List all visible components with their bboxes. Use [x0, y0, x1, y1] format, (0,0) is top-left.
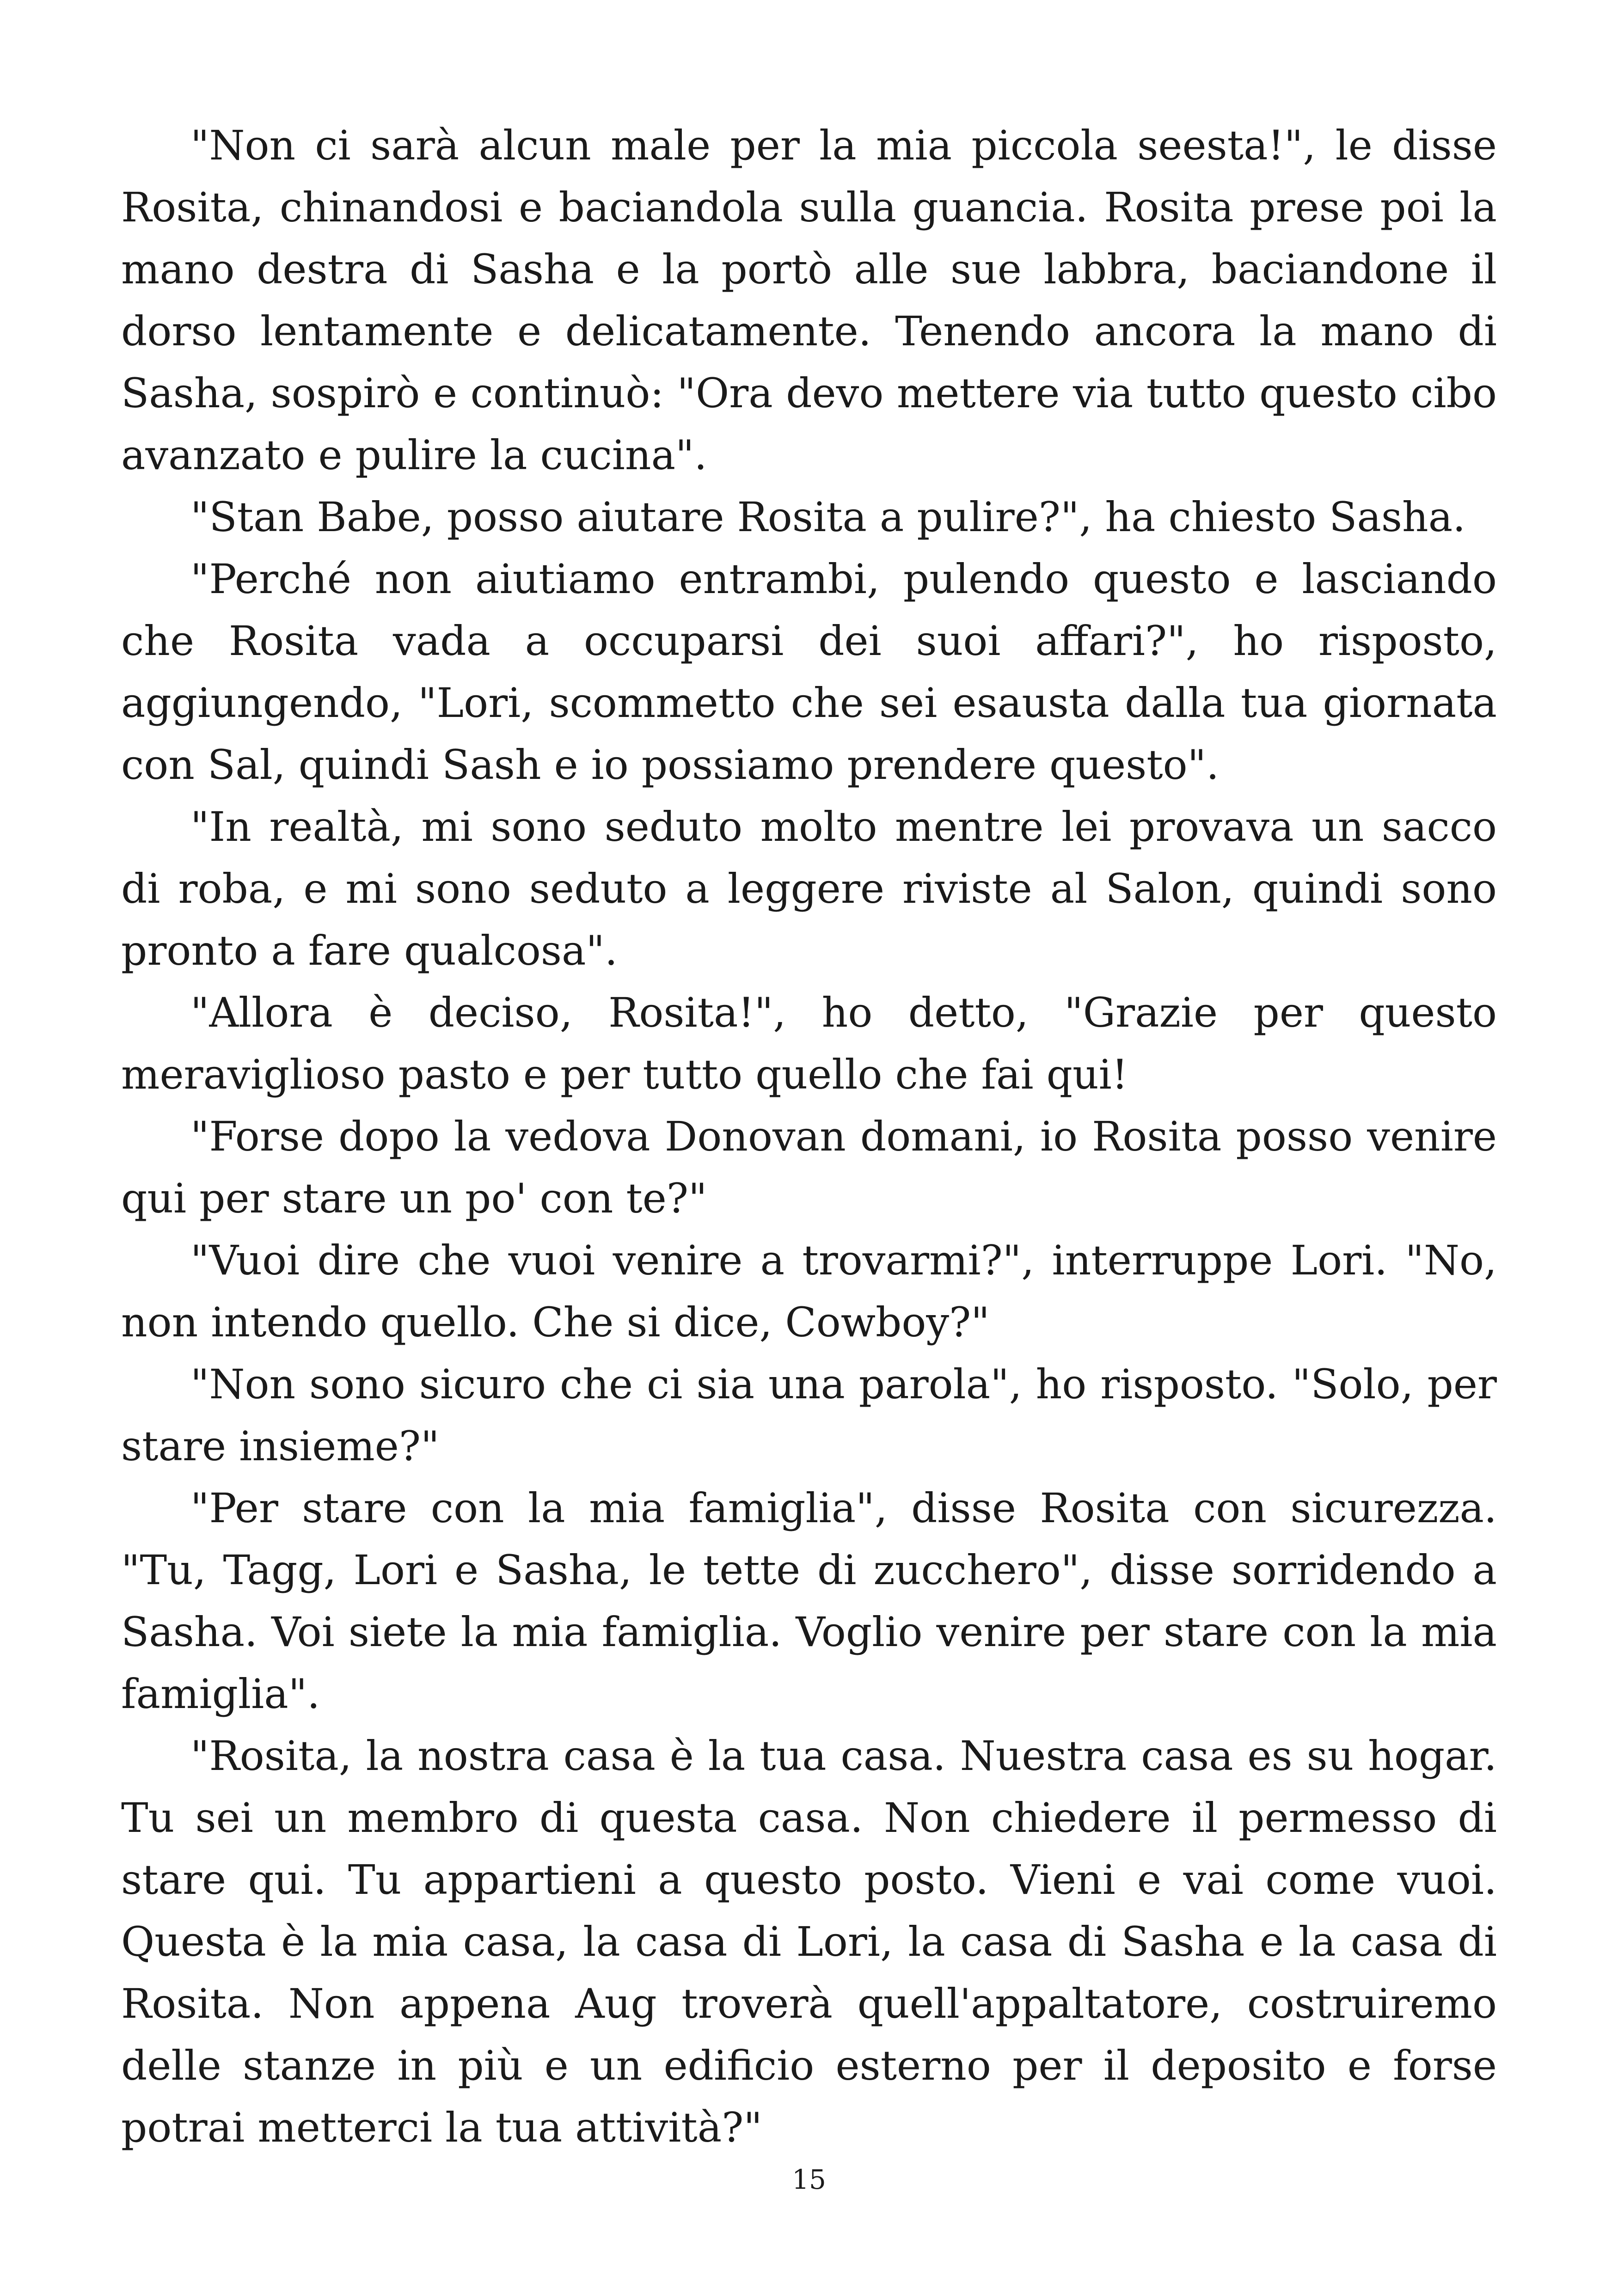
paragraph: "Per stare con la mia famiglia", disse Rosita con sicurezza. "Tu, Tagg, Lori e Sasha, le tette di zucchero", disse sorridendo a Sasha. Voi siete la mia famiglia. Voglio venire per stare con la mia famiglia".	[121, 1484, 1497, 1718]
paragraph: "Non sono sicuro che ci sia una parola", ho risposto. "Solo, per stare insieme?"	[121, 1360, 1497, 1470]
paragraph: "Non ci sarà alcun male per la mia piccola seesta!", le disse Rosita, chinandosi e baciandola sulla guancia. Rosita prese poi la mano destra di Sasha e la portò alle sue labbra, baciandone il dorso lentamente e delicatamente. Tenendo ancora la mano di Sasha, sospirò e continuò: "Ora devo mettere via tutto questo cibo avanzato e pulire la cucina".	[121, 122, 1497, 479]
body-text	[121, 115, 1497, 2159]
paragraph: "Forse dopo la vedova Donovan domani, io Rosita posso venire qui per stare un po' con te?"	[121, 1113, 1497, 1222]
paragraph: "In realtà, mi sono seduto molto mentre lei provava un sacco di roba, e mi sono seduto a leggere riviste al Salon, quindi sono pronto a fare qualcosa".	[121, 803, 1497, 974]
paragraph: "Allora è deciso, Rosita!", ho detto, "Grazie per questo meraviglioso pasto e per tutto quello che fai qui!	[121, 989, 1497, 1098]
paragraph: "Rosita, la nostra casa è la tua casa. Nuestra casa es su hogar. Tu sei un membro di questa casa. Non chiedere il permesso di stare qui. Tu appartieni a questo posto. Vieni e vai come vuoi. Questa è la mia casa, la casa di Lori, la casa di Sasha e la casa di Rosita. Non appena Aug troverà quell'appaltatore, costruiremo delle stanze in più e un edificio esterno per il deposito e forse potrai metterci la tua attività?"	[121, 1732, 1497, 2151]
page-number: 15	[792, 2164, 826, 2195]
paragraph: "Stan Babe, posso aiutare Rosita a pulire?", ha chiesto Sasha.	[190, 493, 1466, 541]
paragraph: "Perché non aiutiamo entrambi, pulendo questo e lasciando che Rosita vada a occuparsi dei suoi affari?", ho risposto, aggiungendo, "Lori, scommetto che sei esausta dalla tua giornata con Sal, quindi Sash e io possiamo prendere questo".	[121, 555, 1497, 789]
paragraph: "Vuoi dire che vuoi venire a trovarmi?", interruppe Lori. "No, non intendo quello. Che si dice, Cowboy?"	[121, 1237, 1497, 1346]
